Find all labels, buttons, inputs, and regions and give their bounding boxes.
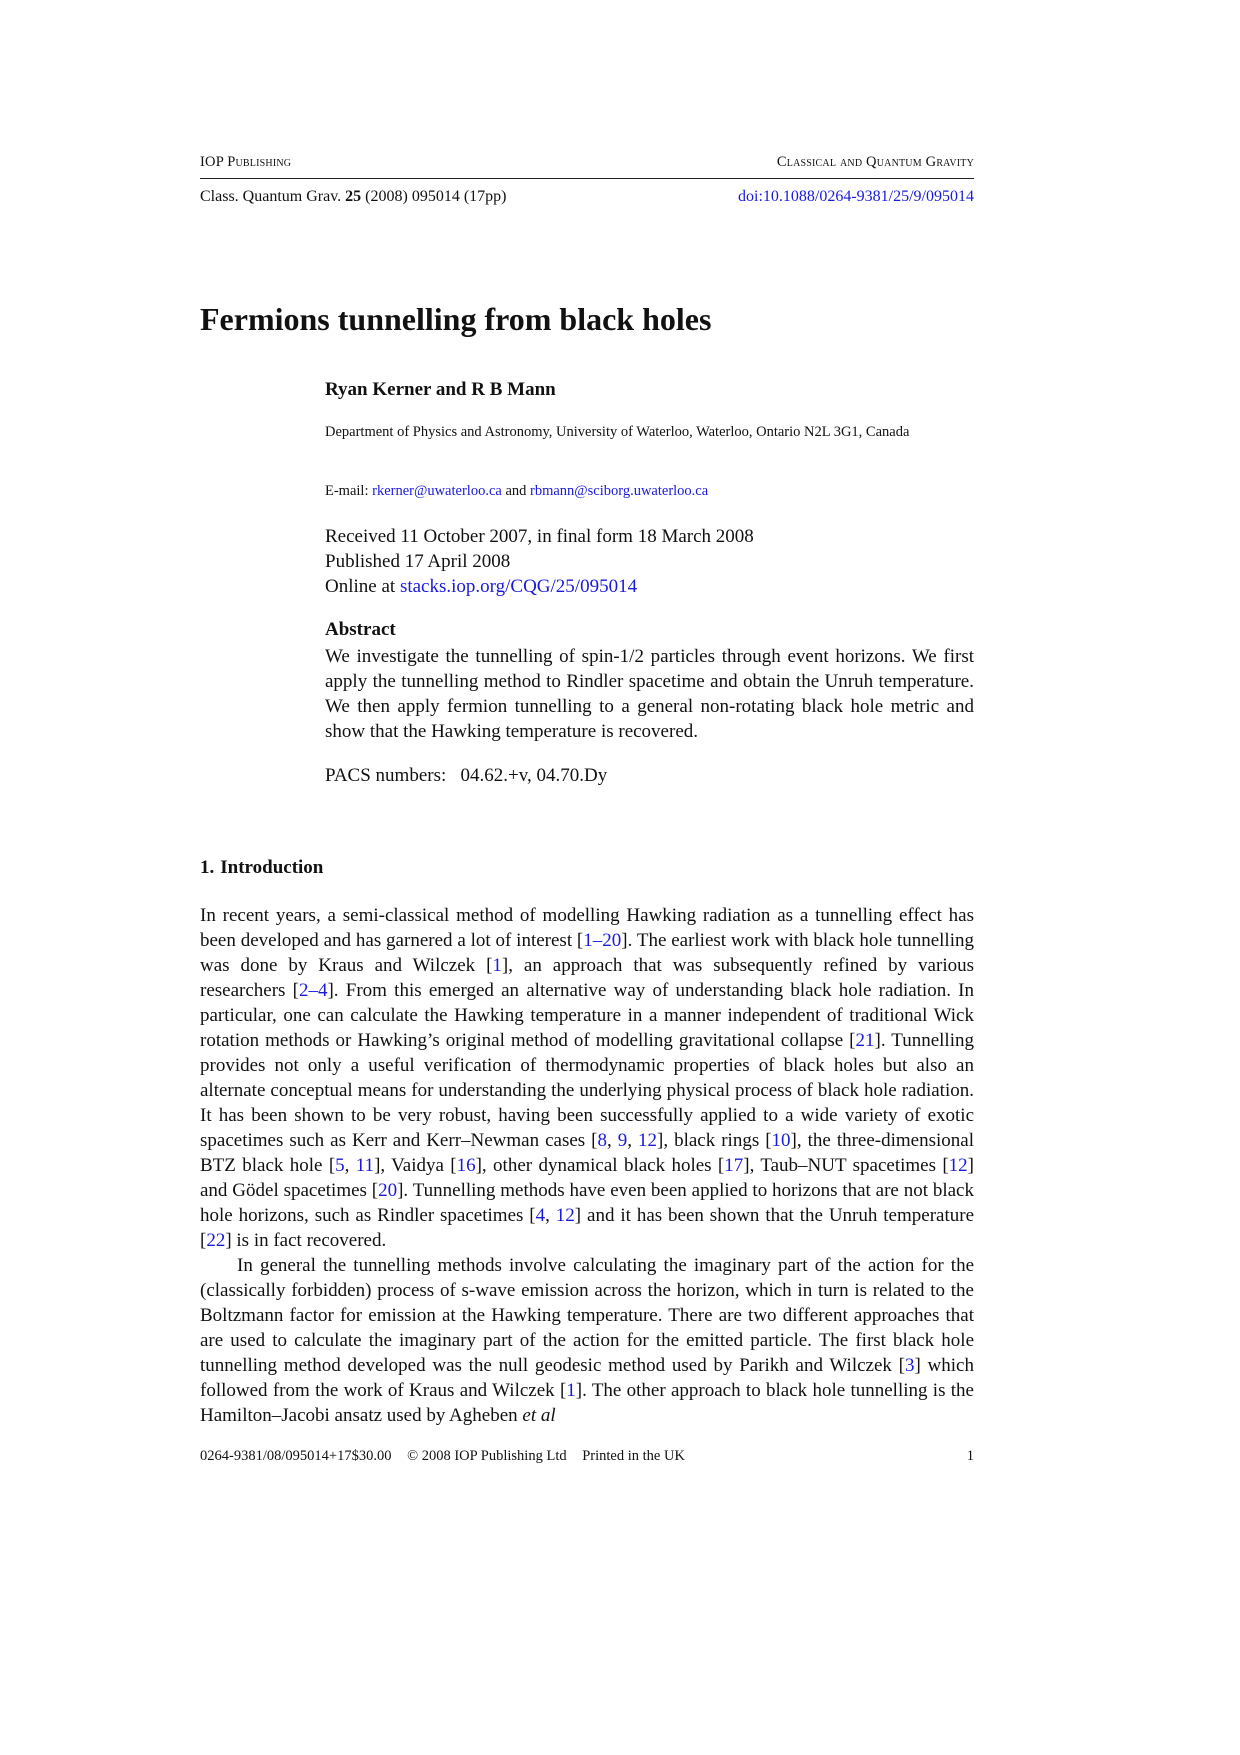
- text-run: In general the tunnelling methods involve calculating the imaginary part of the action for the (classically forbidden) process of s-wave emission across the horizon, which in turn is related to the Boltzmann factor for emission at the Hawking temperature. There are two different approaches that are used to calculate the imaginary part of the action for the emitted particle. The first black hole tunnelling method developed was the null geodesic method used by Parikh and Wilczek [: [200, 1255, 974, 1376]
- footer-printed: Printed in the UK: [582, 1448, 685, 1464]
- text-run: ,: [627, 1130, 639, 1151]
- footer-code: 0264-9381/08/095014+17$30.00: [200, 1448, 392, 1464]
- section-title: Introduction: [220, 857, 324, 878]
- ref-link[interactable]: 17: [724, 1155, 744, 1176]
- text-run: ]. The other approach to black hole tunnelling is the Hamilton–Jacobi ansatz used by Agheben: [200, 1380, 974, 1426]
- ref-link[interactable]: 22: [206, 1230, 226, 1251]
- citation-suffix: (2008) 095014 (17pp): [365, 188, 507, 205]
- text-run: ] which followed from the work of Kraus and Wilczek [: [200, 1355, 974, 1401]
- text-run: ]. The earliest work with black hole tunnelling was done by Kraus and Wilczek [: [200, 930, 974, 976]
- ref-link[interactable]: 12: [948, 1155, 968, 1176]
- text-run: ], an approach that was subsequently refined by various researchers [: [200, 955, 974, 1001]
- publisher-name: IOP Publishing: [200, 154, 292, 170]
- text-run: ], Taub–NUT spacetimes [: [743, 1155, 949, 1176]
- online-line: [325, 574, 754, 599]
- citation: [200, 188, 506, 206]
- header-rule: [200, 178, 974, 179]
- section-number: 1.: [200, 857, 215, 878]
- email-label: E-mail:: [325, 483, 369, 499]
- text-run: ], black rings [: [657, 1130, 772, 1151]
- footer-info: [200, 1448, 697, 1465]
- citation-prefix: Class. Quantum Grav.: [200, 188, 342, 205]
- abstract-heading: Abstract: [325, 619, 396, 640]
- ref-link[interactable]: 9: [617, 1130, 628, 1151]
- ref-link[interactable]: 21: [855, 1030, 875, 1051]
- publication-dates: [325, 524, 754, 599]
- doi-link[interactable]: doi:10.1088/0264-9381/25/9/095014: [738, 188, 974, 205]
- authors: Ryan Kerner and R B Mann: [325, 379, 556, 400]
- text-run: ]. From this emerged an alternative way of understanding black hole radiation. In particular, one can calculate the Hawking temperature in a manner independent of traditional Wick rotation methods or Hawking’s original method of modelling gravitational collapse [: [200, 980, 974, 1051]
- citation-volume: 25: [345, 188, 362, 205]
- online-label: Online at: [325, 576, 396, 597]
- ref-link[interactable]: 12: [638, 1130, 658, 1151]
- ref-link[interactable]: 4: [535, 1205, 546, 1226]
- ref-link[interactable]: 1: [566, 1380, 576, 1401]
- email-line: [325, 483, 708, 500]
- text-run: ], other dynamical black holes [: [475, 1155, 725, 1176]
- section-heading: [200, 857, 323, 879]
- email-link-kerner[interactable]: rkerner@uwaterloo.ca: [372, 483, 502, 499]
- journal-name: Classical and Quantum Gravity: [776, 154, 974, 170]
- affiliation: Department of Physics and Astronomy, University of Waterloo, Waterloo, Ontario N2L 3G1, Canada: [325, 424, 910, 440]
- pacs-label: PACS numbers:: [325, 765, 447, 786]
- published-date: Published 17 April 2008: [325, 551, 511, 572]
- online-url-link[interactable]: stacks.iop.org/CQG/25/095014: [399, 576, 638, 597]
- pacs-values: 04.62.+v, 04.70.Dy: [460, 765, 608, 786]
- text-run: ,: [344, 1155, 356, 1176]
- text-run: ] is in fact recovered.: [225, 1230, 387, 1251]
- paper-title: Fermions tunnelling from black holes: [200, 301, 712, 337]
- text-run: ] and it has been shown that the Unruh temperature [: [200, 1205, 975, 1251]
- text-run: ], Vaidya [: [374, 1155, 457, 1176]
- ref-link[interactable]: 11: [355, 1155, 375, 1176]
- ref-link[interactable]: 16: [456, 1155, 476, 1176]
- ref-link[interactable]: 1–20: [583, 930, 622, 951]
- email-link-mann[interactable]: rbmann@sciborg.uwaterloo.ca: [530, 483, 709, 499]
- text-run: ,: [545, 1205, 556, 1226]
- text-run: ]. Tunnelling provides not only a useful verification of thermodynamic properties of black holes but also an alternate conceptual means for understanding the underlying physical process of black hole radiation. It has been shown to be very robust, having been successfully applied to a wide variety of exotic spacetimes such as Kerr and Kerr–Newman cases [: [200, 1030, 974, 1151]
- intro-paragraph-1: [200, 903, 974, 1253]
- page-number: 1: [966, 1448, 974, 1464]
- ref-link[interactable]: 12: [555, 1205, 575, 1226]
- ref-link[interactable]: 5: [335, 1155, 345, 1176]
- text-run: ], the three-dimensional BTZ black hole [: [200, 1130, 974, 1176]
- ref-link[interactable]: 1: [492, 955, 502, 976]
- text-run: ]. Tunnelling methods have even been applied to horizons that are not black hole horizons, such as Rindler spacetimes [: [200, 1180, 974, 1226]
- et-al: et al: [522, 1405, 556, 1426]
- ref-link[interactable]: 10: [771, 1130, 791, 1151]
- email-conj: and: [505, 483, 527, 499]
- ref-link[interactable]: 2–4: [298, 980, 328, 1001]
- ref-link[interactable]: 8: [597, 1130, 608, 1151]
- text-run: In recent years, a semi-classical method of modelling Hawking radiation as a tunnelling effect has been developed and has garnered a lot of interest [: [200, 905, 974, 951]
- pacs-numbers: [325, 765, 607, 787]
- ref-link[interactable]: 3: [904, 1355, 915, 1376]
- text-run: ,: [607, 1130, 618, 1151]
- received-date: Received 11 October 2007, in final form 18 March 2008: [325, 526, 754, 547]
- abstract-text: We investigate the tunnelling of spin-1/2 particles through event horizons. We first apply the tunnelling method to Rindler spacetime and obtain the Unruh temperature. We then apply fermion tunnelling to a general non-rotating black hole metric and show that the Hawking temperature is recovered.: [325, 646, 974, 742]
- intro-paragraph-2: [200, 1253, 974, 1428]
- footer-copyright: © 2008 IOP Publishing Ltd: [407, 1448, 567, 1464]
- ref-link[interactable]: 20: [378, 1180, 398, 1201]
- text-run: ] and Gödel spacetimes [: [200, 1155, 974, 1201]
